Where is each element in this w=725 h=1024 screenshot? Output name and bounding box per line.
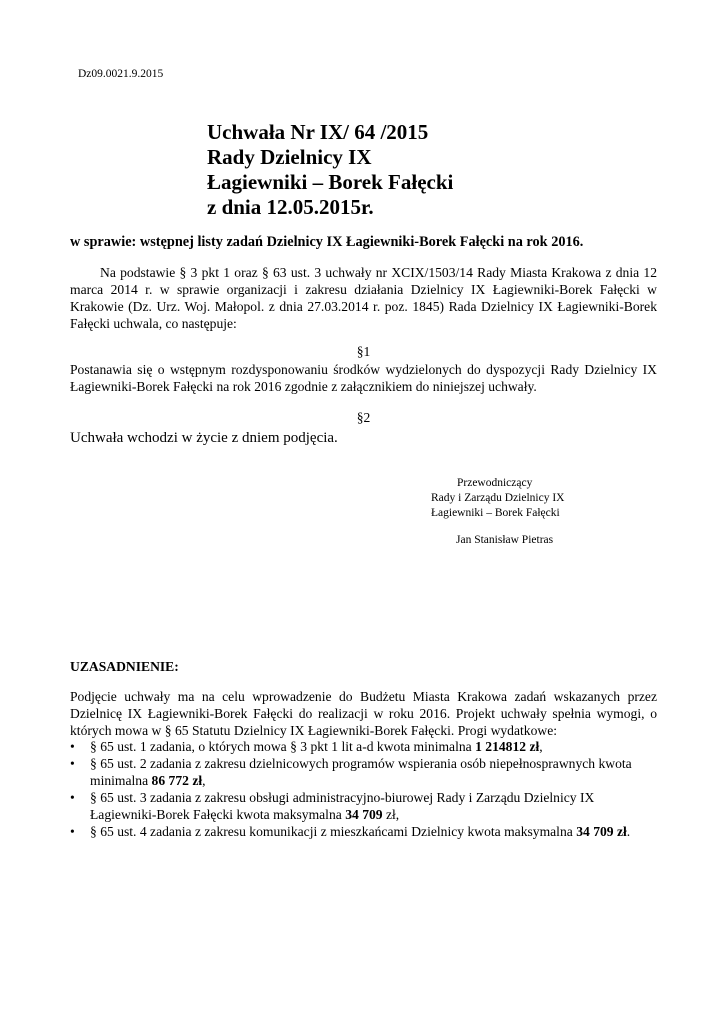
justification-heading: UZASADNIENIE: <box>70 659 179 674</box>
list-item-text: § 65 ust. 3 zadania z zakresu obsługi administracyjno-biurowej Rady i Zarządu Dzielnicy IX Łagiewniki-Borek Fałęcki kwota maksymalna <box>90 790 595 822</box>
list-item-amount: 34 709 <box>345 807 383 822</box>
section-2-text: Uchwała wchodzi w życie z dniem podjęcia. <box>70 430 338 446</box>
resolution-title <box>207 120 453 220</box>
section-2-mark: §2 <box>356 410 371 425</box>
justification-text: Podjęcie uchwały ma na celu wprowadzenie do Budżetu Miasta Krakowa zadań wskazanych przez Dzielnicę IX Łagiewniki-Borek Fałęcki do realizacji w roku 2016. Projekt uchwały spełnia wymogi, o których mowa w § 65 Statutu Dzielnicy IX Łagiewniki-Borek Fałęcki. Progi wydatkowe: <box>70 689 657 738</box>
resolution-subject: w sprawie: wstępnej listy zadań Dzielnicy IX Łagiewniki-Borek Fałęcki na rok 2016. <box>70 234 584 250</box>
list-item <box>70 755 657 789</box>
list-item-tail: zł, <box>382 807 400 822</box>
list-item-text: § 65 ust. 1 zadania, o których mowa § 3 pkt 1 lit a-d kwota minimalna <box>90 739 476 754</box>
title-line-number: Uchwała Nr IX/ 64 /2015 <box>207 120 429 144</box>
title-line-district: Łagiewniki – Borek Fałęcki <box>207 170 454 194</box>
bullet-icon: • <box>70 824 75 839</box>
title-line-council: Rady Dzielnicy IX <box>207 145 372 169</box>
list-item <box>70 823 657 840</box>
title-line-date: z dnia 12.05.2015r. <box>207 195 374 219</box>
bullet-icon: • <box>70 739 75 754</box>
list-item-tail: , <box>539 739 543 754</box>
bullet-icon: • <box>70 756 75 771</box>
list-item <box>70 789 657 823</box>
section-1-mark: §1 <box>356 344 371 359</box>
legal-basis-paragraph: Na podstawie § 3 pkt 1 oraz § 63 ust. 3 uchwały nr XCIX/1503/14 Rady Miasta Krakowa z dnia 12 marca 2014 r. w sprawie organizacji i zakresu działania Dzielnicy IX Łagiewniki-Borek Fałęcki w Krakowie (Dz. Urz. Woj. Małopol. z dnia 27.03.2014 r. poz. 1845) Rada Dzielnicy IX Łagiewniki-Borek Fałęcki uchwala, co następuje: <box>70 265 657 331</box>
signature-role: Przewodniczący <box>457 477 533 489</box>
section-1-text: Postanawia się o wstępnym rozdysponowaniu środków wydzielonych do dyspozycji Rady Dzielnicy IX Łagiewniki-Borek Fałęcki na rok 2016 zgodnie z załącznikiem do niniejszej uchwały. <box>70 362 657 394</box>
list-item-amount: 1 214812 zł <box>475 739 540 754</box>
list-item-amount: 34 709 zł <box>576 824 627 839</box>
list-item <box>70 738 657 755</box>
signature-body: Rady i Zarządu Dzielnicy IX <box>431 492 565 504</box>
list-item-tail: , <box>202 773 206 788</box>
signature-name: Jan Stanisław Pietras <box>456 534 554 546</box>
list-item-tail: . <box>626 824 631 839</box>
signature-district: Łagiewniki – Borek Fałęcki <box>431 507 560 519</box>
bullet-icon: • <box>70 790 75 805</box>
list-item-text: § 65 ust. 2 zadania z zakresu dzielnicowych programów wspierania osób niepełnosprawnych kwota minimalna <box>90 756 632 788</box>
list-item-amount: 86 772 zł <box>151 773 203 788</box>
spending-limits-list <box>70 738 657 840</box>
list-item-text: § 65 ust. 4 zadania z zakresu komunikacji z mieszkańcami Dzielnicy kwota maksymalna <box>90 824 577 839</box>
document-reference-number: Dz09.0021.9.2015 <box>78 68 164 80</box>
